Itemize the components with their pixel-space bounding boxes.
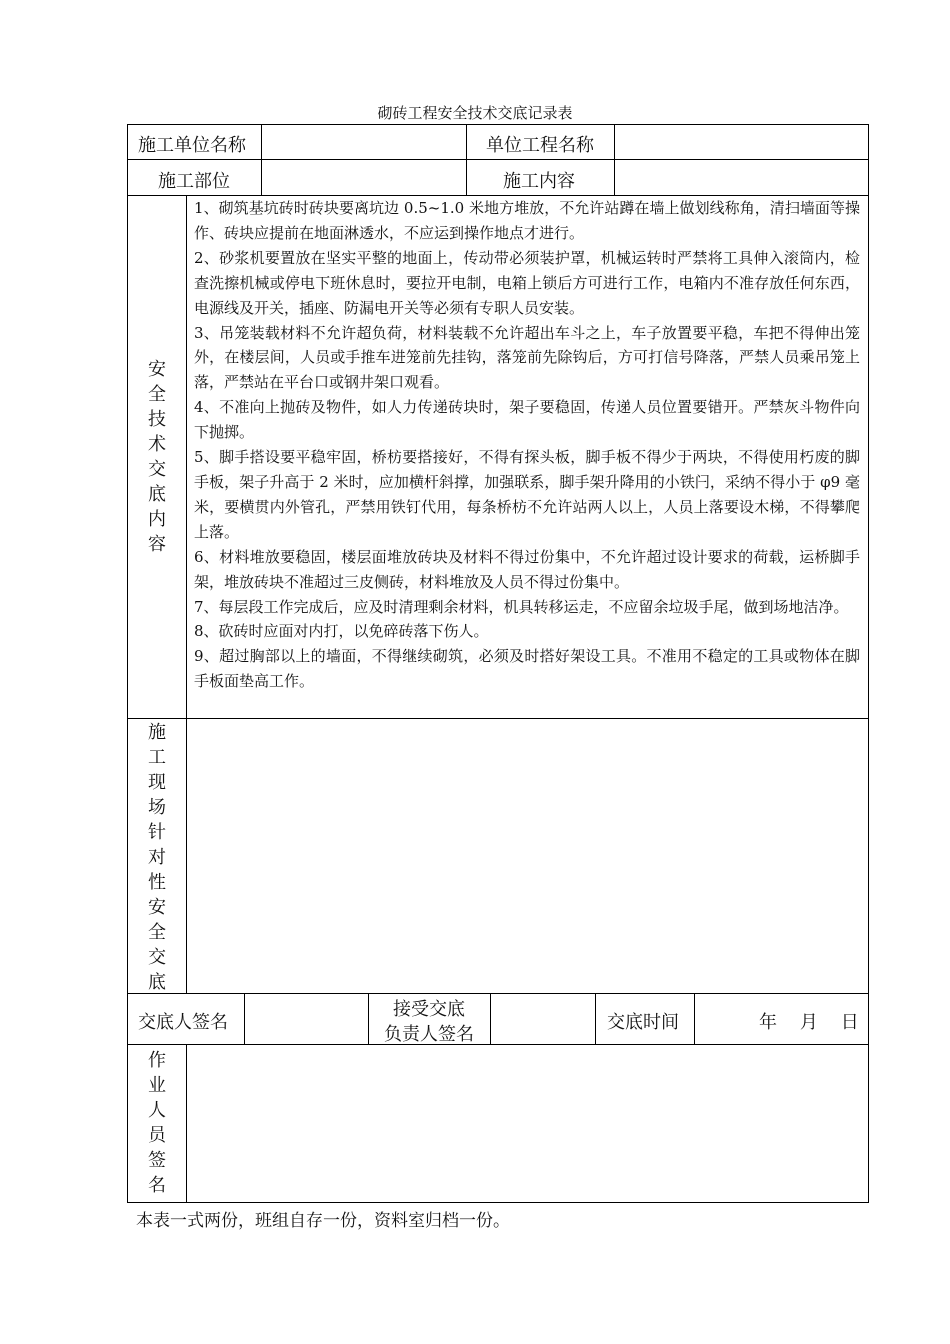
safety-item: 9、超过胸部以上的墙面，不得继续砌筑，必须及时搭好架设工具。不准用不稳定的工具或物体在脚手板面垫高工作。 [194, 647, 860, 691]
safety-item: 3、吊笼装载材料不允许超负荷，材料装载不允许超出车斗之上，车子放置要平稳，车把不得伸出笼外，在楼层间，人员或手推车进笼前先挂钩，落笼前先除钩后，方可打信号降落，严禁人员乘吊笼上落，严禁站在平台口或钢井架口观看。 [194, 323, 860, 392]
project-name-label: 单位工程名称 [486, 135, 594, 156]
label-char: 场 [148, 797, 166, 818]
safety-item: 1、砌筑基坑砖时砖块要离坑边 0.5~1.0 米地方堆放，不允许站蹲在墙上做划线称角，清扫墙面等操作、砖块应提前在地面淋透水，不应运到操作地点才进行。 [194, 199, 860, 242]
label-char: 工 [148, 747, 166, 768]
label-char: 全 [148, 922, 166, 943]
label-char: 签 [148, 1150, 166, 1171]
label-char: 施 [148, 722, 166, 743]
col-divider [614, 124, 615, 195]
safety-item: 2、砂浆机要置放在坚实平整的地面上，传动带必须装护罩，机械运转时严禁将工具伸入滚筒内，检查洗擦机械或停电下班休息时，要拉开电制，电箱上锁后方可进行工作，电箱内不准存放任何东西，电源线及开关，插座、防漏电开关等必须有专职人员安装。 [194, 248, 860, 317]
safety-item: 7、每层段工作完成后，应及时清理剩余材料，机具转移运走，不应留余垃圾手尾，做到场地洁净。 [194, 597, 849, 616]
onsite-section-label [128, 720, 186, 995]
col-divider [595, 993, 596, 1044]
worker-section-label [128, 1048, 186, 1198]
col-divider [261, 124, 262, 195]
col-divider [186, 1044, 187, 1203]
col-divider [694, 993, 695, 1044]
safety-item: 5、脚手搭设要平稳牢固，桥枋要搭接好，不得有探头板，脚手板不得少于两块，不得使用朽废的脚手板，架子升高于 2 米时，应加横杆斜撑，加强联系，脚手架升降用的小铁闩，采纳不得小于 φ9 毫米，要横贯内外管孔，严禁用铁钉代用，每条桥枋不允许站两人以上，人员上落要设木梯，不得攀爬上落。 [194, 448, 860, 541]
location-label: 施工部位 [158, 171, 230, 192]
label-char: 底 [148, 484, 166, 505]
document-title: 砌砖工程安全技术交底记录表 [377, 104, 573, 122]
briefer-label: 交底人签名 [138, 1012, 228, 1033]
receiver-label-line2: 负责人签名 [384, 1024, 474, 1045]
label-char: 员 [148, 1125, 166, 1146]
content-label: 施工内容 [503, 171, 575, 192]
label-char: 作 [148, 1050, 166, 1071]
label-char: 术 [148, 434, 166, 455]
label-char: 交 [148, 947, 166, 968]
brief-time-label: 交底时间 [607, 1012, 679, 1033]
construction-unit-label: 施工单位名称 [138, 135, 246, 156]
col-divider [186, 195, 187, 993]
safety-item: 4、不准向上抛砖及物件，如人力传递砖块时，架子要稳固，传递人员位置要错开。严禁灰斗物件向下抛掷。 [194, 398, 860, 442]
footnote: 本表一式两份，班组自存一份，资料室归档一份。 [136, 1211, 510, 1231]
col-divider [490, 993, 491, 1044]
row-divider [127, 993, 869, 994]
safety-item: 6、材料堆放要稳固，楼层面堆放砖块及材料不得过份集中，不允许超过设计要求的荷载，运桥脚手架，堆放砖块不准超过三皮侧砖，材料堆放及人员不得过份集中。 [194, 547, 860, 591]
safety-item: 8、砍砖时应面对内打，以免碎砖落下伤人。 [194, 622, 489, 641]
label-char: 容 [148, 534, 166, 555]
label-char: 人 [148, 1100, 166, 1121]
safety-section-label [128, 357, 186, 557]
label-char: 性 [148, 872, 166, 893]
label-char: 针 [148, 822, 166, 843]
label-char: 内 [148, 509, 166, 530]
label-char: 技 [148, 409, 166, 430]
receiver-label-line1: 接受交底 [393, 999, 465, 1020]
label-char: 全 [148, 384, 166, 405]
label-char: 交 [148, 459, 166, 480]
label-char: 安 [148, 897, 166, 918]
row-divider [127, 159, 869, 160]
col-divider [466, 124, 467, 195]
col-divider [368, 993, 369, 1044]
brief-date-field[interactable]: 年 月 日 [759, 1012, 859, 1033]
label-char: 安 [148, 359, 166, 380]
safety-content [194, 196, 860, 694]
label-char: 名 [148, 1175, 166, 1196]
row-divider [127, 1044, 869, 1045]
row-divider [127, 718, 869, 719]
label-char: 业 [148, 1075, 166, 1096]
col-divider [244, 993, 245, 1044]
label-char: 现 [148, 772, 166, 793]
label-char: 底 [148, 972, 166, 993]
label-char: 对 [148, 847, 166, 868]
